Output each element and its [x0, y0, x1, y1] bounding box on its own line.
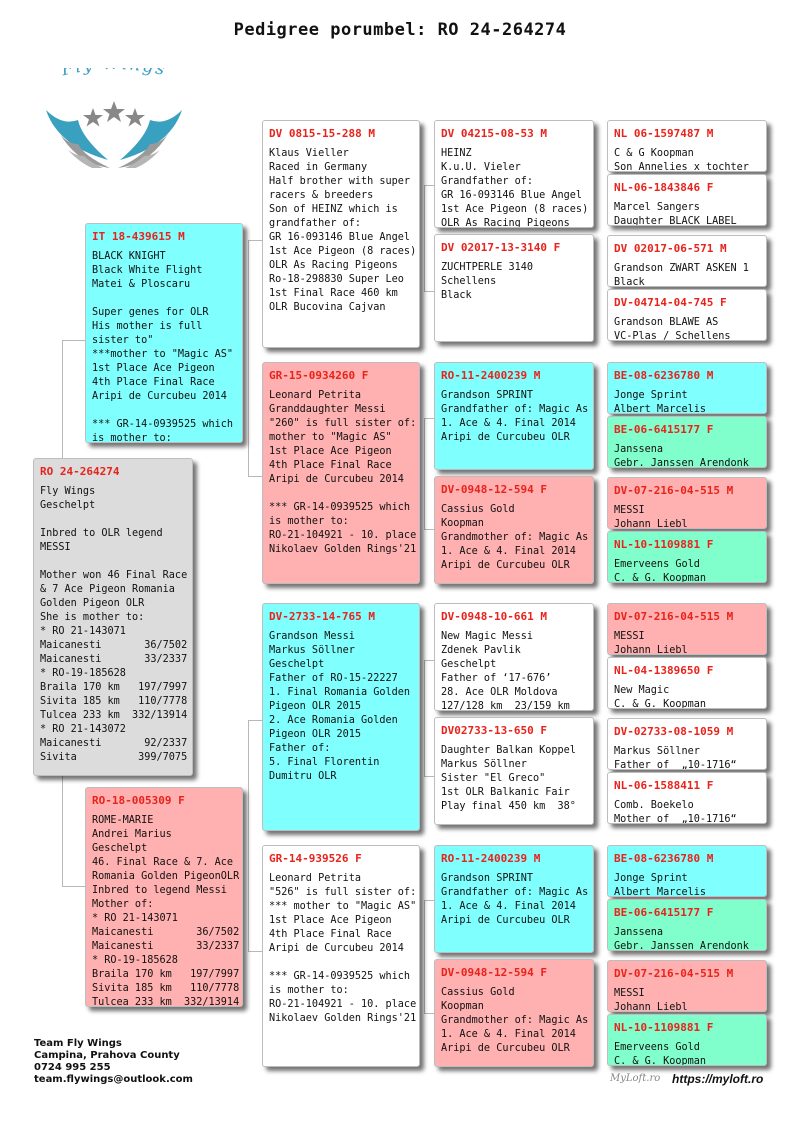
pedigree-card-subject[interactable]	[33, 458, 193, 776]
pedigree-card-dam[interactable]	[85, 787, 243, 1007]
card-line: Tulcea 233 km 332/13914	[92, 997, 240, 1007]
card-line: Inbred to legend Messi	[92, 885, 227, 896]
card-line: * RO 21-143071	[92, 913, 178, 924]
card-line: Braila 170 km 197/7997	[92, 969, 240, 980]
card-line: *** mother to "Magic AS"	[269, 901, 417, 912]
card-line: Nikolaev Golden Rings'21	[269, 1013, 417, 1024]
card-line: Sivita 185 km 110/7778	[92, 983, 240, 994]
ring-number: BE-08-6236780 M	[614, 369, 714, 382]
card-line: New Magic	[614, 685, 670, 696]
pedigree-card-gen3[interactable]	[434, 717, 594, 825]
card-line: Grandfather of: Magic As	[441, 404, 589, 415]
card-details	[263, 385, 419, 557]
card-line: Dumitru OLR	[269, 771, 337, 782]
card-line: Geschelpt	[40, 500, 96, 511]
card-details	[608, 680, 766, 709]
card-line: Raced in Germany	[269, 162, 368, 173]
card-details	[608, 868, 766, 897]
card-line: grandfather of:	[269, 218, 362, 229]
card-line: OLR Bucovina Cajvan	[269, 302, 386, 313]
card-line: 2. Ace Romania Golden	[269, 715, 398, 726]
card-line	[92, 292, 236, 306]
card-details	[608, 922, 766, 951]
card-line	[40, 555, 186, 569]
pedigree-card-gen4[interactable]	[607, 960, 767, 1012]
card-line: Son Annelies x tochter	[614, 162, 749, 172]
pedigree-card-gen4[interactable]	[607, 772, 767, 824]
ring-number: DV-07-216-04-515 M	[614, 610, 734, 623]
card-line: BLACK KNIGHT	[92, 251, 166, 262]
card-line: Geschelpt	[92, 843, 148, 854]
pedigree-card-gen4[interactable]	[607, 531, 767, 583]
card-line: K.u.U. Vieler	[441, 162, 521, 173]
ring-number: DV02733-13-650 F	[441, 724, 547, 737]
card-line: Aripi de Curcubeu 2014	[92, 391, 227, 402]
card-line: 28. Ace OLR Moldova	[441, 687, 558, 698]
card-details	[608, 385, 766, 414]
card-line: "526" is full sister of:	[269, 887, 417, 898]
pedigree-card-sire[interactable]	[85, 223, 243, 443]
pedigree-card-gen4[interactable]	[607, 362, 767, 414]
card-details	[608, 741, 766, 770]
card-line: OLR As Racing Pigeons	[269, 260, 398, 271]
card-details	[435, 626, 593, 711]
card-line: Marcel Sangers	[614, 202, 700, 213]
card-line: Emerveens Gold	[614, 1042, 700, 1053]
ring-number: DV-02733-08-1059 M	[614, 725, 734, 738]
card-line: Daughter BLACK LABEL	[614, 216, 737, 226]
ring-number: DV-07-216-04-515 M	[614, 484, 734, 497]
pedigree-card-gen4[interactable]	[607, 120, 767, 172]
ring-number: GR-15-0934260 F	[269, 369, 369, 382]
ring-number: DV-04714-04-745 F	[614, 296, 727, 309]
pedigree-card-gen4[interactable]	[607, 657, 767, 709]
card-line: Schellens	[441, 276, 497, 287]
card-line: Black	[614, 277, 645, 287]
card-details	[608, 439, 766, 468]
card-line: Aripi de Curcubeu 2014	[269, 943, 404, 954]
ring-number: NL-06-1843846 F	[614, 181, 714, 194]
contact-footer	[34, 1038, 193, 1086]
pedigree-card-granddam-sire[interactable]	[262, 362, 420, 584]
card-line: Ro-18-298830 Super Leo	[269, 274, 404, 285]
card-line: Janssena	[614, 444, 664, 455]
card-line: Grandson BLAWE AS	[614, 317, 719, 328]
pedigree-card-gen4[interactable]	[607, 718, 767, 770]
ring-number: NL-10-1109881 F	[614, 1021, 714, 1034]
card-line: *** GR-14-0939525 which	[269, 502, 411, 513]
svg-text:Fly Wings: F s	[59, 68, 169, 81]
ring-number: RO-18-005309 F	[92, 794, 185, 807]
ring-number: DV-0948-10-661 M	[441, 610, 547, 623]
card-details	[608, 258, 766, 287]
ring-number: NL-04-1389650 F	[614, 664, 714, 677]
card-line: Grandmother of: Magic As	[441, 532, 589, 543]
card-line: Gebr. Janssen Arendonk	[614, 458, 749, 468]
card-line: 1st Final Race 460 km	[269, 288, 398, 299]
connector	[248, 720, 263, 952]
card-line: Daughter Balkan Koppel	[441, 745, 576, 756]
card-line: Markus Söllner	[614, 746, 700, 757]
card-line: Granddaughter Messi	[269, 404, 386, 415]
card-line: Markus Söllner	[441, 759, 527, 770]
card-line: Inbred to OLR legend	[40, 528, 163, 539]
card-line: Half brother with super	[269, 176, 411, 187]
ring-number: NL-06-1588411 F	[614, 779, 714, 792]
card-line: Pigeon OLR 2015	[269, 701, 362, 712]
card-line: *** GR-14-0939525 which	[92, 419, 234, 430]
card-line: Golden Pigeon OLR	[40, 598, 145, 609]
card-line: 1st Place Ace Pigeon	[92, 363, 215, 374]
card-line: 1st OLR Balkanic Fair	[441, 787, 570, 798]
ring-number: RO-11-2400239 M	[441, 852, 541, 865]
email-address[interactable]: team.flywings@outlook.com	[34, 1074, 193, 1085]
card-details	[263, 143, 419, 315]
card-line: Johann Liebl	[614, 645, 688, 655]
card-line: Maicanesti 33/2337	[40, 654, 188, 665]
card-line: * RO 21-143072	[40, 724, 126, 735]
card-details	[435, 385, 593, 445]
pedigree-card-gen3[interactable]	[434, 234, 594, 342]
card-line: * RO-19-185628	[40, 668, 126, 679]
pedigree-card-gen4[interactable]	[607, 174, 767, 226]
card-line: Mother of „10-1716“	[614, 814, 737, 824]
card-line: Koopman	[441, 518, 484, 529]
card-line: Gebr. Janssen Arendonk	[614, 941, 749, 951]
card-details	[34, 481, 192, 765]
card-details	[435, 257, 593, 303]
card-line: Maicanesti 33/2337	[92, 941, 240, 952]
ring-number: RO-11-2400239 M	[441, 369, 541, 382]
ring-number: DV 0815-15-288 M	[269, 127, 375, 140]
pedigree-card-gen3[interactable]	[434, 362, 594, 470]
card-line	[40, 513, 186, 527]
ring-number: DV 04215-08-53 M	[441, 127, 547, 140]
card-line: Emerveens Gold	[614, 559, 700, 570]
ring-number: IT 18-439615 M	[92, 230, 185, 243]
card-details	[608, 197, 766, 226]
card-line: 1. Ace & 4. Final 2014	[441, 1029, 576, 1040]
card-line: Super genes for OLR	[92, 307, 209, 318]
card-line: Geschelpt	[269, 659, 325, 670]
card-line: HEINZ	[441, 148, 472, 159]
card-details	[435, 868, 593, 928]
card-line: 5. Final Florentin	[269, 757, 380, 768]
card-line: 46. Final Race & 7. Ace	[92, 857, 234, 868]
card-line: RO-21-104921 - 10. place	[269, 999, 417, 1010]
page-title: Pedigree porumbel: RO 24-264274	[233, 20, 567, 40]
card-details	[435, 143, 593, 228]
card-line: *** GR-14-0939525 which	[269, 971, 411, 982]
card-line: RO-21-104921 - 10. place	[269, 530, 417, 541]
card-line: is mother to:	[269, 516, 349, 527]
card-line: Play final 450 km 38°	[441, 801, 576, 812]
card-line: Koopman	[441, 1001, 484, 1012]
ring-number: DV 02017-06-571 M	[614, 242, 727, 255]
card-line: Comb. Boekelo	[614, 800, 694, 811]
card-line: Mother of:	[92, 899, 154, 910]
card-line: "260" is full sister of:	[269, 418, 417, 429]
card-line: C & G Koopman	[614, 148, 694, 159]
card-details	[435, 499, 593, 573]
card-line: Aripi de Curcubeu OLR	[441, 915, 570, 926]
card-line: * RO-19-185628	[92, 955, 178, 966]
card-line: Black White Flight	[92, 265, 203, 276]
card-line: Grandfather of:	[441, 176, 534, 187]
card-line: Black	[441, 290, 472, 301]
card-line: 1st Place Ace Pigeon	[269, 915, 392, 926]
card-line: Albert Marcelis	[614, 404, 707, 414]
connector	[248, 240, 263, 477]
card-line: Cassius Gold	[441, 987, 515, 998]
card-line: Fly Wings	[40, 486, 96, 497]
card-line	[92, 404, 236, 418]
pedigree-card-gen3[interactable]	[434, 845, 594, 953]
pedigree-card-gen4[interactable]	[607, 289, 767, 341]
card-details	[608, 1037, 766, 1066]
card-line: Johann Liebl	[614, 1002, 688, 1012]
phone-number: 0724 995 255	[34, 1062, 111, 1073]
card-line: Andrei Marius	[92, 829, 172, 840]
card-line: Sivita 399/7075	[40, 752, 188, 763]
card-line: Pigeon OLR 2015	[269, 729, 362, 740]
card-line: Klaus Vieller	[269, 148, 349, 159]
card-line: Father of:	[269, 743, 331, 754]
card-line: Matei & Ploscaru	[92, 279, 191, 290]
card-line: racers & breeders	[269, 190, 374, 201]
pedigree-card-gen4[interactable]	[607, 235, 767, 287]
card-line: GR 16-093146 Blue Angel	[441, 190, 583, 201]
ring-number: NL-10-1109881 F	[614, 538, 714, 551]
ring-number: DV-07-216-04-515 M	[614, 967, 734, 980]
card-line: Mother won 46 Final Race	[40, 570, 188, 581]
card-line: GR 16-093146 Blue Angel	[269, 232, 411, 243]
card-line: Sivita 185 km 110/7778	[40, 696, 188, 707]
card-line: Son of HEINZ which is	[269, 204, 398, 215]
card-line: Grandfather of: Magic As	[441, 887, 589, 898]
card-details	[435, 982, 593, 1056]
card-line: ROME-MARIE	[92, 815, 154, 826]
card-line: New Magic Messi	[441, 631, 534, 642]
card-line: VC-Plas / Schellens	[614, 331, 731, 341]
card-line: 1. Ace & 4. Final 2014	[441, 901, 576, 912]
card-line	[269, 956, 413, 970]
card-line: MESSI	[614, 631, 645, 642]
ring-number: BE-06-6415177 F	[614, 906, 714, 919]
card-line: Leonard Petrita	[269, 390, 362, 401]
card-line: mother to "Magic AS"	[269, 432, 392, 443]
myloft-signature: MyLoft.ro	[610, 1073, 661, 1084]
pedigree-card-gen4[interactable]	[607, 477, 767, 529]
card-line: Maicanesti 36/7502	[92, 927, 240, 938]
card-line: Johann Liebl	[614, 519, 688, 529]
card-line: 1st Place Ace Pigeon	[269, 446, 392, 457]
card-line: Janssena	[614, 927, 664, 938]
pedigree-card-gen3[interactable]	[434, 476, 594, 584]
card-line: Geschelpt	[441, 659, 497, 670]
card-line: Leonard Petrita	[269, 873, 362, 884]
card-details	[608, 554, 766, 583]
card-line: Grandson SPRINT	[441, 390, 534, 401]
ring-number: DV-2733-14-765 M	[269, 610, 375, 623]
card-line: 4th Place Final Race	[92, 377, 215, 388]
card-line: OLR As Racing Pigeons	[441, 218, 570, 228]
card-line: Grandson SPRINT	[441, 873, 534, 884]
card-line: C. & G. Koopman	[614, 699, 707, 709]
card-details	[263, 868, 419, 1026]
card-details	[608, 983, 766, 1012]
ring-number: GR-14-939526 F	[269, 852, 362, 865]
card-line: & 7 Ace Pigeon Romania	[40, 584, 175, 595]
card-line: 1. Ace & 4. Final 2014	[441, 546, 576, 557]
pedigree-card-gen3[interactable]	[434, 959, 594, 1067]
pedigree-card-gen4[interactable]	[607, 899, 767, 951]
pedigree-card-gen4[interactable]	[607, 416, 767, 468]
card-details	[263, 626, 419, 784]
card-line: MESSI	[614, 988, 645, 999]
card-line: C. & G. Koopman	[614, 573, 707, 583]
card-line: * RO 21-143071	[40, 626, 126, 637]
card-line: Father of ‘17-676’	[441, 673, 552, 684]
card-line: Father of „10-1716“	[614, 760, 737, 770]
card-details	[86, 810, 242, 1007]
card-line: Zdenek Pavlik	[441, 645, 521, 656]
card-line: C. & G. Koopman	[614, 1056, 707, 1066]
card-line: His mother is full	[92, 321, 203, 332]
card-line	[269, 487, 413, 501]
card-line: 4th Place Final Race	[269, 929, 392, 940]
card-line: Jonge Sprint	[614, 390, 688, 401]
card-line: Aripi de Curcubeu OLR	[441, 560, 570, 571]
pedigree-card-gen4[interactable]	[607, 603, 767, 655]
pedigree-card-grandsire-sire[interactable]	[262, 120, 420, 348]
card-line: sister to"	[92, 335, 154, 346]
pedigree-card-gen3[interactable]	[434, 120, 594, 228]
card-line: Aripi de Curcubeu 2014	[269, 474, 404, 485]
card-line: Grandmother of: Magic As	[441, 1015, 589, 1026]
card-line: Braila 170 km 197/7997	[40, 682, 188, 693]
card-details	[608, 626, 766, 655]
team-name: Team Fly Wings	[34, 1038, 122, 1049]
card-line: is mother to:	[269, 985, 349, 996]
ring-number: RO 24-264274	[40, 465, 120, 478]
card-details	[608, 500, 766, 529]
card-line: 127/128 km 23/159 km	[441, 701, 570, 711]
card-line: 1st Ace Pigeon (8 races)	[441, 204, 589, 215]
ring-number: DV-0948-12-594 F	[441, 483, 547, 496]
card-details	[435, 740, 593, 814]
card-line: is mother to:	[92, 433, 172, 443]
card-line: MESSI	[40, 542, 71, 553]
card-line: ZUCHTPERLE 3140	[441, 262, 534, 273]
myloft-link[interactable]: https://myloft.ro	[672, 1072, 764, 1086]
card-line: Tulcea 233 km 332/13914	[40, 710, 188, 721]
ring-number: DV 02017-13-3140 F	[441, 241, 561, 254]
pedigree-card-gen4[interactable]	[607, 845, 767, 897]
ring-number: BE-06-6415177 F	[614, 423, 714, 436]
card-line: 1. Ace & 4. Final 2014	[441, 418, 576, 429]
card-line: ***mother to "Magic AS"	[92, 349, 234, 360]
card-line: Albert Marcelis	[614, 887, 707, 897]
card-line: Cassius Gold	[441, 504, 515, 515]
card-line: 4th Place Final Race	[269, 460, 392, 471]
card-line: Markus Söllner	[269, 645, 355, 656]
ring-number: NL 06-1597487 M	[614, 127, 714, 140]
pedigree-card-gen4[interactable]	[607, 1014, 767, 1066]
card-details	[608, 143, 766, 172]
card-details	[86, 246, 242, 443]
card-line: Jonge Sprint	[614, 873, 688, 884]
card-line: 1. Final Romania Golden	[269, 687, 411, 698]
card-line: Maicanesti 36/7502	[40, 640, 188, 651]
card-line: Maicanesti 92/2337	[40, 738, 188, 749]
card-line: MESSI	[614, 505, 645, 516]
card-details	[608, 312, 766, 341]
card-line: Aripi de Curcubeu OLR	[441, 432, 570, 443]
location: Campina, Prahova County	[34, 1050, 180, 1061]
card-line: Grandson Messi	[269, 631, 355, 642]
card-line: Sister "El Greco"	[441, 773, 546, 784]
ring-number: BE-08-6236780 M	[614, 852, 714, 865]
card-details	[608, 795, 766, 824]
card-line: Father of RO-15-22227	[269, 673, 398, 684]
pedigree-card-granddam-dam[interactable]	[262, 845, 420, 1067]
card-line: Grandson ZWART ASKEN 1	[614, 263, 749, 274]
card-line: 1st Ace Pigeon (8 races)	[269, 246, 417, 257]
ring-number: DV-0948-12-594 F	[441, 966, 547, 979]
pedigree-card-grandsire-dam[interactable]	[262, 603, 420, 831]
card-line: Romania Golden PigeonOLR	[92, 871, 240, 882]
card-line: Aripi de Curcubeu OLR	[441, 1043, 570, 1054]
fly-wings-logo	[38, 68, 190, 168]
card-line: Nikolaev Golden Rings'21	[269, 544, 417, 555]
pedigree-card-gen3[interactable]	[434, 603, 594, 711]
card-line: She is mother to:	[40, 612, 145, 623]
